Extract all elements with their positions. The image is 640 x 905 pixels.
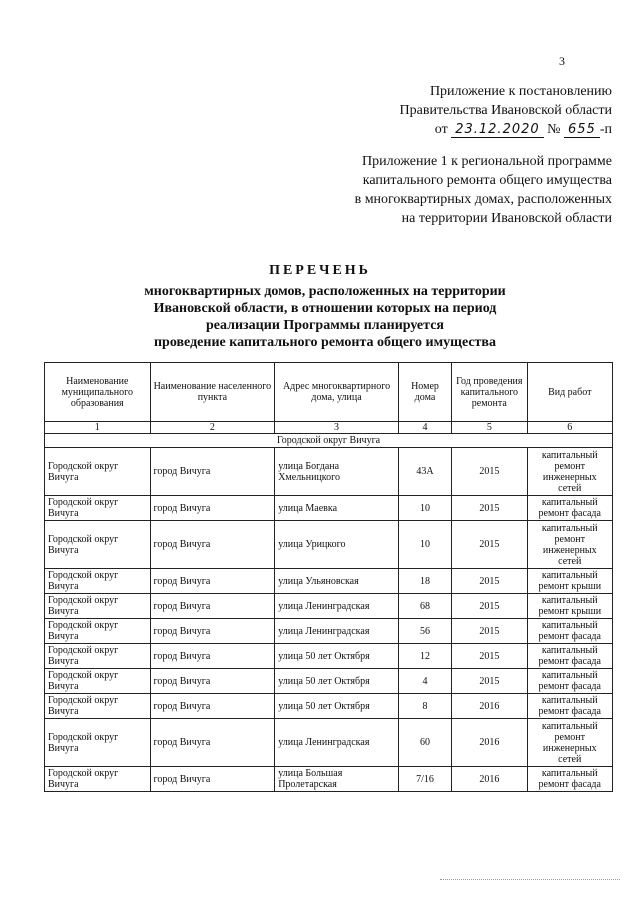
cell-municipality: Городской округ Вичуга — [45, 644, 151, 669]
cell-house-number: 10 — [398, 496, 451, 521]
appendix-program-header — [272, 152, 612, 228]
handwritten-number: 655 — [564, 122, 600, 138]
header-work-type: Вид работ — [527, 363, 612, 422]
cell-municipality: Городской округ Вичуга — [45, 569, 151, 594]
cell-work-type: капитальный ремонт инженерных сетей — [527, 719, 612, 767]
document-title: ПЕРЕЧЕНЬ — [269, 263, 371, 278]
table-row — [45, 521, 613, 569]
cell-settlement: город Вичуга — [150, 594, 275, 619]
cell-work-type: капитальный ремонт фасада — [527, 496, 612, 521]
houses-table — [44, 362, 613, 792]
cell-year: 2015 — [452, 496, 527, 521]
cell-municipality: Городской округ Вичуга — [45, 694, 151, 719]
cell-house-number: 43А — [398, 448, 451, 496]
cell-work-type: капитальный ремонт фасада — [527, 619, 612, 644]
cell-house-number: 68 — [398, 594, 451, 619]
cell-street: улица Ленинградская — [275, 619, 399, 644]
cell-street: улица Большая Пролетарская — [275, 767, 399, 792]
subtitle-line3: реализации Программы планируется — [206, 318, 444, 333]
cell-settlement: город Вичуга — [150, 644, 275, 669]
table-row — [45, 719, 613, 767]
cell-house-number: 10 — [398, 521, 451, 569]
cell-settlement: город Вичуга — [150, 694, 275, 719]
column-number: 6 — [527, 422, 612, 434]
appendix-order-header — [292, 82, 612, 139]
column-number: 5 — [452, 422, 527, 434]
table-row — [45, 644, 613, 669]
cell-municipality: Городской округ Вичуга — [45, 594, 151, 619]
table-row — [45, 669, 613, 694]
cell-street: улица Богдана Хмельницкого — [275, 448, 399, 496]
cell-year: 2015 — [452, 669, 527, 694]
cell-street: улица 50 лет Октября — [275, 694, 399, 719]
cell-street: улица Маевка — [275, 496, 399, 521]
cell-municipality: Городской округ Вичуга — [45, 669, 151, 694]
table-row — [45, 767, 613, 792]
cell-municipality: Городской округ Вичуга — [45, 619, 151, 644]
table-row — [45, 448, 613, 496]
cell-year: 2016 — [452, 767, 527, 792]
table-row — [45, 496, 613, 521]
cell-work-type: капитальный ремонт инженерных сетей — [527, 448, 612, 496]
table-row — [45, 694, 613, 719]
header-municipality: Наименование муниципального образования — [45, 363, 151, 422]
scan-artifact-line — [440, 879, 620, 881]
cell-work-type: капитальный ремонт фасада — [527, 644, 612, 669]
cell-settlement: город Вичуга — [150, 496, 275, 521]
header-address: Адрес многоквартирного дома, улица — [275, 363, 399, 422]
cell-settlement: город Вичуга — [150, 448, 275, 496]
cell-work-type: капитальный ремонт инженерных сетей — [527, 521, 612, 569]
cell-year: 2016 — [452, 694, 527, 719]
cell-house-number: 7/16 — [398, 767, 451, 792]
cell-year: 2016 — [452, 719, 527, 767]
table-header-row — [45, 363, 613, 422]
table-row — [45, 594, 613, 619]
column-number: 2 — [150, 422, 275, 434]
cell-street: улица 50 лет Октября — [275, 669, 399, 694]
cell-street: улица Ленинградская — [275, 594, 399, 619]
table-row — [45, 569, 613, 594]
cell-settlement: город Вичуга — [150, 521, 275, 569]
cell-municipality: Городской округ Вичуга — [45, 767, 151, 792]
appendix-program-line4: на территории Ивановской области — [401, 211, 612, 226]
cell-settlement: город Вичуга — [150, 767, 275, 792]
cell-work-type: капитальный ремонт фасада — [527, 694, 612, 719]
cell-house-number: 8 — [398, 694, 451, 719]
cell-municipality: Городской округ Вичуга — [45, 448, 151, 496]
cell-settlement: город Вичуга — [150, 569, 275, 594]
cell-work-type: капитальный ремонт фасада — [527, 767, 612, 792]
cell-municipality: Городской округ Вичуга — [45, 521, 151, 569]
appendix-order-prefix: от — [434, 122, 448, 137]
table-body — [45, 448, 613, 792]
page-number: 3 — [559, 54, 565, 68]
group-title: Городской округ Вичуга — [45, 434, 613, 448]
cell-house-number: 4 — [398, 669, 451, 694]
subtitle-line2: Ивановской области, в отношении которых на период — [153, 301, 497, 316]
cell-municipality: Городской округ Вичуга — [45, 719, 151, 767]
cell-house-number: 12 — [398, 644, 451, 669]
cell-year: 2015 — [452, 619, 527, 644]
appendix-program-line3: в многоквартирных домах, расположенных — [354, 192, 612, 207]
table-row — [45, 619, 613, 644]
cell-street: улица Урицкого — [275, 521, 399, 569]
cell-year: 2015 — [452, 448, 527, 496]
cell-settlement: город Вичуга — [150, 719, 275, 767]
cell-year: 2015 — [452, 521, 527, 569]
column-number: 4 — [398, 422, 451, 434]
appendix-program-line2: капитального ремонта общего имущества — [362, 173, 612, 188]
group-row — [45, 434, 613, 448]
cell-street: улица Ульяновская — [275, 569, 399, 594]
appendix-order-line1: Приложение к постановлению — [429, 84, 612, 99]
column-number: 1 — [45, 422, 151, 434]
subtitle-line4: проведение капитального ремонта общего имущества — [153, 335, 496, 350]
cell-year: 2015 — [452, 569, 527, 594]
header-year: Год проведения капитального ремонта — [452, 363, 527, 422]
cell-street: улица Ленинградская — [275, 719, 399, 767]
cell-house-number: 60 — [398, 719, 451, 767]
cell-municipality: Городской округ Вичуга — [45, 496, 151, 521]
header-settlement: Наименование населенного пункта — [150, 363, 275, 422]
cell-settlement: город Вичуга — [150, 669, 275, 694]
appendix-program-line1: Приложение 1 к региональной программе — [362, 154, 612, 169]
column-number: 3 — [275, 422, 399, 434]
header-house-number: Номер дома — [398, 363, 451, 422]
handwritten-date: 23.12.2020 — [451, 122, 543, 138]
number-sign: № — [547, 122, 561, 137]
cell-year: 2015 — [452, 594, 527, 619]
column-number-row — [45, 422, 613, 434]
cell-year: 2015 — [452, 644, 527, 669]
appendix-order-line2: Правительства Ивановской области — [399, 103, 612, 118]
cell-house-number: 56 — [398, 619, 451, 644]
cell-work-type: капитальный ремонт крыши — [527, 569, 612, 594]
cell-work-type: капитальный ремонт фасада — [527, 669, 612, 694]
document-subtitle — [110, 283, 540, 351]
appendix-order-date-line — [292, 120, 612, 139]
number-suffix: -п — [599, 122, 612, 137]
cell-settlement: город Вичуга — [150, 619, 275, 644]
cell-street: улица 50 лет Октября — [275, 644, 399, 669]
cell-house-number: 18 — [398, 569, 451, 594]
subtitle-line1: многоквартирных домов, расположенных на территории — [144, 284, 506, 299]
cell-work-type: капитальный ремонт крыши — [527, 594, 612, 619]
